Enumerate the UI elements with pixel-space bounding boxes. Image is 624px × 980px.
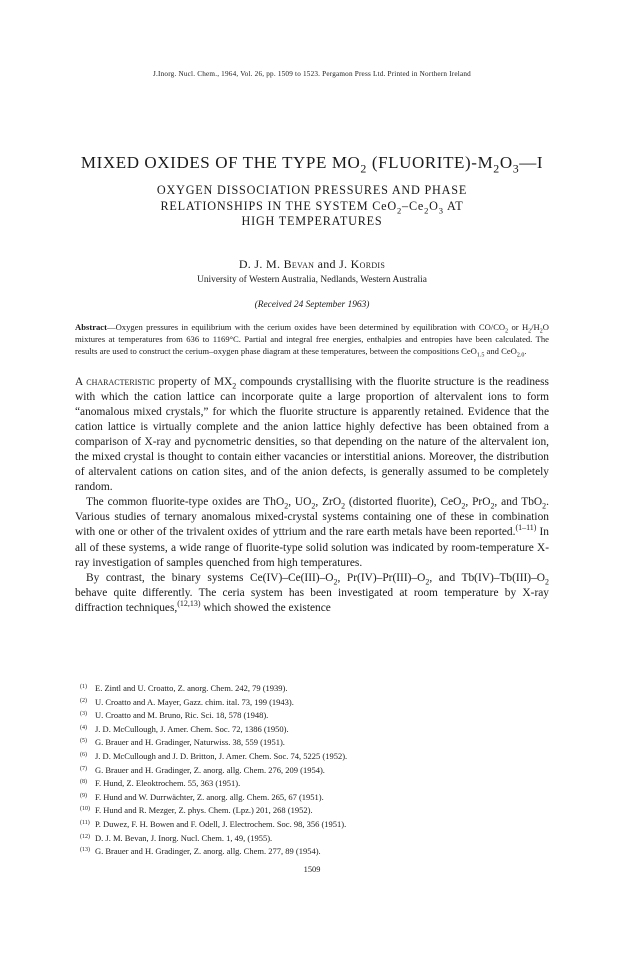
reference-item: (7) G. Brauer and H. Gradinger, Z. anorg. allg. Chem. 276, 209 (1954). (80, 764, 325, 775)
abstract-label: Abstract (75, 322, 107, 332)
reference-item: (5) G. Brauer and H. Gradinger, Naturwiss. 38, 559 (1951). (80, 737, 285, 748)
paragraph-3: By contrast, the binary systems $Ce(IV)-Ce(III)-O_2$, $Pr(IV)-Pr(III)-O_2$, and $Tb(IV)-Tb(III)-O_2$ behave quite differently. The ceria system has been investigated at room temperature by X-ray diffraction techniques,$^{(12,13)}$ which showed the existence (75, 571, 550, 614)
reference-item: (13) G. Brauer and H. Gradinger, Z. anorg. allg. Chem. 277, 89 (1954). (80, 846, 321, 857)
subtitle-line-1: OXYGEN DISSOCIATION PRESSURES AND PHASE (156, 183, 468, 197)
page-number: 1509 (303, 865, 321, 874)
subtitle-line-3: HIGH TEMPERATURES (241, 214, 383, 228)
reference-list (80, 681, 544, 858)
article-subtitle (90, 183, 534, 230)
body-text (75, 375, 549, 616)
paragraph-1: A characteristic property of $MX_2$ compounds crystallising with the fluorite structure is the readiness with which the cation lattice can incorporate quite a large proportion of altervalent ions to form “anomalous mixed crystals,” for which the fluorite structure is apparently retained. Evidence that the cation lattice is virtually complete and the anion lattice highly defective has been obtained from a comparison of X-ray and pycnometric densities, so that depending on the nature of the altervalent ion, the mixed crystal is thought to contain either vacancies or interstitial anions. Moreover, the distribution of altervalent cations on cation sites, and of the anion defects, is generally assumed to be completely random. (75, 376, 549, 494)
reference-item: (3) U. Croatto and M. Bruno, Ric. Sci. 18, 578 (1948). (80, 710, 269, 721)
reference-item: (10) F. Hund and R. Mezger, Z. phys. Chem. (Lpz.) 201, 268 (1952). (80, 805, 313, 816)
article-title: MIXED OXIDES OF THE TYPE $MO_2$ $(FLUORITE)-M_2O_3—I$ (80, 153, 544, 176)
abstract: Abstract—Oxygen pressures in equilibrium with the cerium oxides have been determined by equilibration with $CO/CO_2$ or $H_2/H_2O$ mixtures at temperatures from 636 to 1169°C. Partial and integral free energies, enthalpies and entropies have been calculated. The results are used to construct the cerium–oxygen phase diagram at these temperatures, between the compositions CeO$_{1.5}$ and CeO$_{2.0}$. (75, 322, 549, 359)
reference-item: (1) E. Zintl and U. Croatto, Z. anorg. Chem. 242, 79 (1939). (80, 683, 288, 693)
reference-item: (8) F. Hund, Z. Eleoktrochem. 55, 363 (1951). (80, 778, 241, 789)
received-date: (Received 24 September 1963) (254, 300, 370, 310)
reference-item: (9) F. Hund and W. Durrwächter, Z. anorg. allg. Chem. 265, 67 (1951). (80, 791, 324, 802)
subtitle-line-2: RELATIONSHIPS IN THE SYSTEM $CeO_2-Ce_2O_3$ AT (160, 198, 464, 215)
author-surname: Bevan (283, 257, 315, 271)
journal-header: J.Inorg. Nucl. Chem., 1964, Vol. 26, pp. 1509 to 1523. Pergamon Press Ltd. Printed in Northern Ireland (153, 70, 471, 78)
author-surname: Kordis (350, 257, 386, 271)
reference-item: (2) U. Croatto and A. Mayer, Gazz. chim. ital. 73, 199 (1943). (80, 696, 294, 707)
reference-item: (6) J. D. McCullough and J. D. Britton, J. Amer. Chem. Soc. 74, 5225 (1952). (80, 750, 348, 761)
author-list: D. J. M. Bevan and J. Kordis (238, 257, 386, 271)
paragraph-2: The common fluorite-type oxides are ThO$_2$, $UO_2$, ZrO$_2$ (distorted fluorite), CeO$_2$, PrO$_2$, and TbO$_2$. Various studies of ternary anomalous mixed-crystal systems containing one of these in combination with one or other of the trivalent oxides of yttrium and the rare earth metals have been reported.$^{(1-11)}$ In all of these systems, a wide range of fluorite-type solid solution was indicated by room-temperature X-ray investigation of samples quenched from high temperatures. (75, 496, 549, 569)
reference-item: (12) D. J. M. Bevan, J. Inorg. Nucl. Chem. 1, 49, (1955). (80, 832, 273, 843)
reference-item: (11) P. Duwez, F. H. Bowen and F. Odell, J. Electrochem. Soc. 98, 356 (1951). (80, 818, 347, 829)
citation-ref: (1–11) (515, 523, 537, 533)
reference-item: (4) J. D. McCullough, J. Amer. Chem. Soc. 72, 1386 (1950). (80, 723, 289, 734)
citation-ref: (12,13) (177, 598, 201, 608)
author-affiliation: University of Western Australia, Nedlands, Western Australia (197, 275, 427, 285)
